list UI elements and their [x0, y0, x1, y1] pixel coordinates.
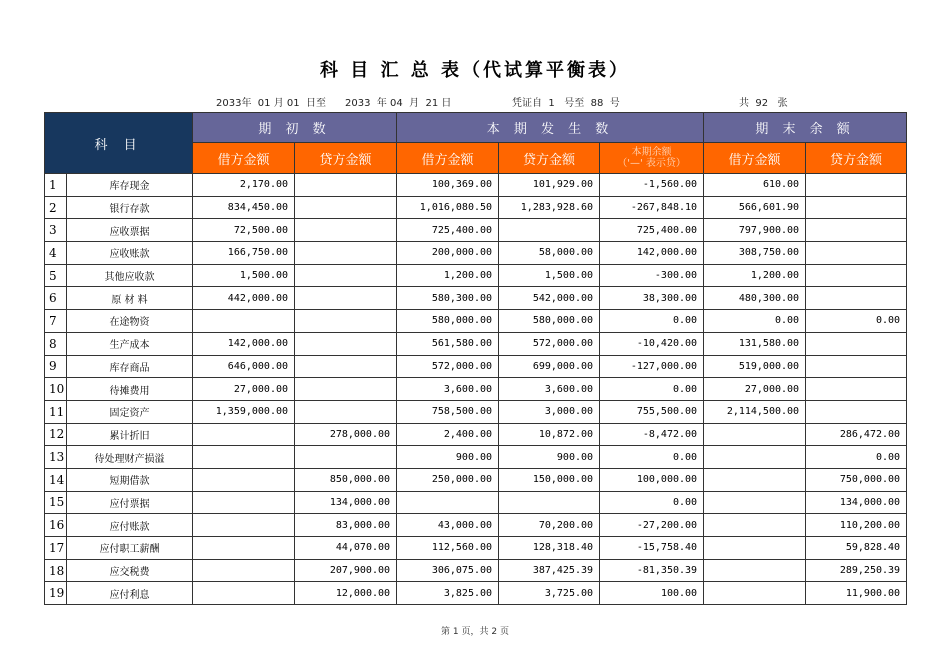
- amount-cell: 200,000.00: [397, 242, 499, 265]
- account-name: 短期借款: [67, 468, 193, 491]
- account-name: 应付票据: [67, 491, 193, 514]
- amount-cell: 561,580.00: [397, 332, 499, 355]
- table-row: [45, 196, 907, 219]
- amount-cell: -1,560.00: [600, 174, 704, 197]
- row-number: 9: [45, 355, 67, 378]
- amount-cell: 11,900.00: [806, 582, 907, 605]
- page-title: 科 目 汇 总 表（代试算平衡表）: [319, 60, 631, 81]
- amount-cell: 131,580.00: [704, 332, 806, 355]
- row-number: 6: [45, 287, 67, 310]
- amount-cell: [704, 514, 806, 537]
- amount-cell: [704, 559, 806, 582]
- row-number: 13: [45, 446, 67, 469]
- amount-cell: 12,000.00: [295, 582, 397, 605]
- amount-cell: 519,000.00: [704, 355, 806, 378]
- amount-cell: 3,600.00: [499, 378, 600, 401]
- amount-cell: 725,400.00: [600, 219, 704, 242]
- account-name: 生产成本: [67, 332, 193, 355]
- amount-cell: [704, 423, 806, 446]
- amount-cell: [295, 242, 397, 265]
- account-name: 应收票据: [67, 219, 193, 242]
- voucher-count: 共 92 张: [739, 98, 788, 109]
- amount-cell: 44,070.00: [295, 537, 397, 560]
- amount-cell: -27,200.00: [600, 514, 704, 537]
- amount-cell: 2,170.00: [193, 174, 295, 197]
- row-number: 10: [45, 378, 67, 401]
- amount-cell: 1,359,000.00: [193, 400, 295, 423]
- amount-cell: [193, 514, 295, 537]
- amount-cell: 38,300.00: [600, 287, 704, 310]
- account-name: 银行存款: [67, 196, 193, 219]
- amount-cell: 1,283,928.60: [499, 196, 600, 219]
- col-current-credit: 贷方金额: [499, 143, 600, 174]
- amount-cell: -300.00: [600, 264, 704, 287]
- amount-cell: 442,000.00: [193, 287, 295, 310]
- amount-cell: 900.00: [499, 446, 600, 469]
- amount-cell: 166,750.00: [193, 242, 295, 265]
- amount-cell: -10,420.00: [600, 332, 704, 355]
- summary-table: [44, 112, 907, 605]
- account-name: 累计折旧: [67, 423, 193, 446]
- col-current-debit: 借方金额: [397, 143, 499, 174]
- row-number: 17: [45, 537, 67, 560]
- amount-cell: [806, 378, 907, 401]
- col-opening-credit: 贷方金额: [295, 143, 397, 174]
- amount-cell: [704, 537, 806, 560]
- row-number: 12: [45, 423, 67, 446]
- amount-cell: 480,300.00: [704, 287, 806, 310]
- amount-cell: [295, 264, 397, 287]
- amount-cell: -267,848.10: [600, 196, 704, 219]
- account-name: 待处理财产损溢: [67, 446, 193, 469]
- amount-cell: 725,400.00: [397, 219, 499, 242]
- amount-cell: 572,000.00: [499, 332, 600, 355]
- amount-cell: 100,369.00: [397, 174, 499, 197]
- table-row: [45, 491, 907, 514]
- account-name: 原 材 料: [67, 287, 193, 310]
- amount-cell: 100,000.00: [600, 468, 704, 491]
- amount-cell: 850,000.00: [295, 468, 397, 491]
- row-number: 2: [45, 196, 67, 219]
- table-row: [45, 446, 907, 469]
- amount-cell: [806, 219, 907, 242]
- col-closing-credit: 贷方金额: [806, 143, 907, 174]
- amount-cell: [499, 219, 600, 242]
- amount-cell: [295, 378, 397, 401]
- account-name: 应交税费: [67, 559, 193, 582]
- account-name: 应收账款: [67, 242, 193, 265]
- row-number: 11: [45, 400, 67, 423]
- row-number: 5: [45, 264, 67, 287]
- amount-cell: 0.00: [600, 446, 704, 469]
- amount-cell: 0.00: [600, 310, 704, 333]
- amount-cell: [704, 446, 806, 469]
- table-row: [45, 582, 907, 605]
- table-row: [45, 400, 907, 423]
- amount-cell: 27,000.00: [193, 378, 295, 401]
- date-range: 2033年 01 月 01 日至 2033 年 04 月 21 日: [216, 98, 452, 109]
- account-name: 其他应收款: [67, 264, 193, 287]
- amount-cell: 3,000.00: [499, 400, 600, 423]
- amount-cell: 100.00: [600, 582, 704, 605]
- amount-cell: 1,500.00: [499, 264, 600, 287]
- table-row: [45, 559, 907, 582]
- header-closing: 期 末 余 额: [704, 113, 907, 143]
- amount-cell: [704, 491, 806, 514]
- account-name: 库存现金: [67, 174, 193, 197]
- amount-cell: 0.00: [600, 378, 704, 401]
- amount-cell: 0.00: [806, 310, 907, 333]
- voucher-range: 凭证自 1 号至 88 号: [512, 98, 620, 109]
- amount-cell: 1,016,080.50: [397, 196, 499, 219]
- account-name: 待摊费用: [67, 378, 193, 401]
- amount-cell: 797,900.00: [704, 219, 806, 242]
- amount-cell: 566,601.90: [704, 196, 806, 219]
- amount-cell: -81,350.39: [600, 559, 704, 582]
- amount-cell: 250,000.00: [397, 468, 499, 491]
- amount-cell: 58,000.00: [499, 242, 600, 265]
- amount-cell: 112,560.00: [397, 537, 499, 560]
- amount-cell: 580,300.00: [397, 287, 499, 310]
- col-opening-debit: 借方金额: [193, 143, 295, 174]
- amount-cell: 2,114,500.00: [704, 400, 806, 423]
- amount-cell: 755,500.00: [600, 400, 704, 423]
- header-subject: 科 目: [45, 113, 193, 174]
- table-row: [45, 332, 907, 355]
- account-name: 应付账款: [67, 514, 193, 537]
- row-number: 7: [45, 310, 67, 333]
- amount-cell: 610.00: [704, 174, 806, 197]
- amount-cell: 286,472.00: [806, 423, 907, 446]
- amount-cell: 3,825.00: [397, 582, 499, 605]
- amount-cell: 70,200.00: [499, 514, 600, 537]
- amount-cell: 72,500.00: [193, 219, 295, 242]
- amount-cell: [193, 582, 295, 605]
- amount-cell: 900.00: [397, 446, 499, 469]
- amount-cell: 134,000.00: [295, 491, 397, 514]
- amount-cell: [806, 174, 907, 197]
- table-row: [45, 264, 907, 287]
- amount-cell: 750,000.00: [806, 468, 907, 491]
- col-closing-debit: 借方金额: [704, 143, 806, 174]
- amount-cell: [193, 310, 295, 333]
- amount-cell: [295, 332, 397, 355]
- amount-cell: [806, 264, 907, 287]
- col-balance-note: （'—' 表示贷）: [617, 158, 686, 169]
- amount-cell: [193, 446, 295, 469]
- amount-cell: [806, 332, 907, 355]
- amount-cell: [295, 287, 397, 310]
- amount-cell: [193, 468, 295, 491]
- table-row: [45, 514, 907, 537]
- amount-cell: 580,000.00: [499, 310, 600, 333]
- amount-cell: 1,500.00: [193, 264, 295, 287]
- amount-cell: [704, 468, 806, 491]
- amount-cell: 10,872.00: [499, 423, 600, 446]
- amount-cell: 834,450.00: [193, 196, 295, 219]
- amount-cell: 134,000.00: [806, 491, 907, 514]
- table-row: [45, 287, 907, 310]
- table-row: [45, 219, 907, 242]
- amount-cell: 542,000.00: [499, 287, 600, 310]
- table-row: [45, 242, 907, 265]
- amount-cell: [806, 287, 907, 310]
- table-row: [45, 174, 907, 197]
- table-row: [45, 310, 907, 333]
- table-row: [45, 468, 907, 491]
- row-number: 8: [45, 332, 67, 355]
- col-current-balance: [600, 143, 704, 174]
- amount-cell: 572,000.00: [397, 355, 499, 378]
- account-name: 应付职工薪酬: [67, 537, 193, 560]
- row-number: 3: [45, 219, 67, 242]
- amount-cell: 43,000.00: [397, 514, 499, 537]
- amount-cell: 83,000.00: [295, 514, 397, 537]
- amount-cell: 278,000.00: [295, 423, 397, 446]
- amount-cell: [806, 400, 907, 423]
- header-opening: 期 初 数: [193, 113, 397, 143]
- row-number: 16: [45, 514, 67, 537]
- row-number: 19: [45, 582, 67, 605]
- row-number: 18: [45, 559, 67, 582]
- account-name: 在途物资: [67, 310, 193, 333]
- amount-cell: [295, 446, 397, 469]
- amount-cell: [193, 423, 295, 446]
- row-number: 4: [45, 242, 67, 265]
- table-row: [45, 378, 907, 401]
- amount-cell: 110,200.00: [806, 514, 907, 537]
- account-name: 固定资产: [67, 400, 193, 423]
- amount-cell: 0.00: [704, 310, 806, 333]
- amount-cell: 1,200.00: [704, 264, 806, 287]
- row-number: 15: [45, 491, 67, 514]
- amount-cell: 59,828.40: [806, 537, 907, 560]
- amount-cell: [295, 219, 397, 242]
- amount-cell: -15,758.40: [600, 537, 704, 560]
- account-name: 库存商品: [67, 355, 193, 378]
- amount-cell: 207,900.00: [295, 559, 397, 582]
- amount-cell: 289,250.39: [806, 559, 907, 582]
- amount-cell: 1,200.00: [397, 264, 499, 287]
- amount-cell: -8,472.00: [600, 423, 704, 446]
- table-row: [45, 355, 907, 378]
- row-number: 1: [45, 174, 67, 197]
- amount-cell: 3,725.00: [499, 582, 600, 605]
- account-name: 应付利息: [67, 582, 193, 605]
- table-row: [45, 537, 907, 560]
- amount-cell: [397, 491, 499, 514]
- amount-cell: [193, 491, 295, 514]
- col-balance-label: 本期余额: [631, 147, 672, 158]
- amount-cell: 646,000.00: [193, 355, 295, 378]
- amount-cell: [704, 582, 806, 605]
- amount-cell: 150,000.00: [499, 468, 600, 491]
- amount-cell: 3,600.00: [397, 378, 499, 401]
- amount-cell: [193, 537, 295, 560]
- table-row: [45, 423, 907, 446]
- amount-cell: [295, 400, 397, 423]
- amount-cell: 580,000.00: [397, 310, 499, 333]
- amount-cell: 758,500.00: [397, 400, 499, 423]
- amount-cell: 308,750.00: [704, 242, 806, 265]
- amount-cell: 0.00: [600, 491, 704, 514]
- amount-cell: [295, 174, 397, 197]
- amount-cell: [295, 355, 397, 378]
- amount-cell: [806, 196, 907, 219]
- amount-cell: 0.00: [806, 446, 907, 469]
- amount-cell: 101,929.00: [499, 174, 600, 197]
- amount-cell: [193, 559, 295, 582]
- amount-cell: [806, 355, 907, 378]
- amount-cell: 699,000.00: [499, 355, 600, 378]
- row-number: 14: [45, 468, 67, 491]
- amount-cell: 2,400.00: [397, 423, 499, 446]
- amount-cell: [499, 491, 600, 514]
- page-footer: 第 1 页，共 2 页: [441, 627, 509, 637]
- amount-cell: 387,425.39: [499, 559, 600, 582]
- amount-cell: 142,000.00: [193, 332, 295, 355]
- amount-cell: [806, 242, 907, 265]
- amount-cell: [295, 196, 397, 219]
- amount-cell: 128,318.40: [499, 537, 600, 560]
- amount-cell: 27,000.00: [704, 378, 806, 401]
- amount-cell: 142,000.00: [600, 242, 704, 265]
- amount-cell: 306,075.00: [397, 559, 499, 582]
- header-current: 本 期 发 生 数: [397, 113, 704, 143]
- amount-cell: [295, 310, 397, 333]
- amount-cell: -127,000.00: [600, 355, 704, 378]
